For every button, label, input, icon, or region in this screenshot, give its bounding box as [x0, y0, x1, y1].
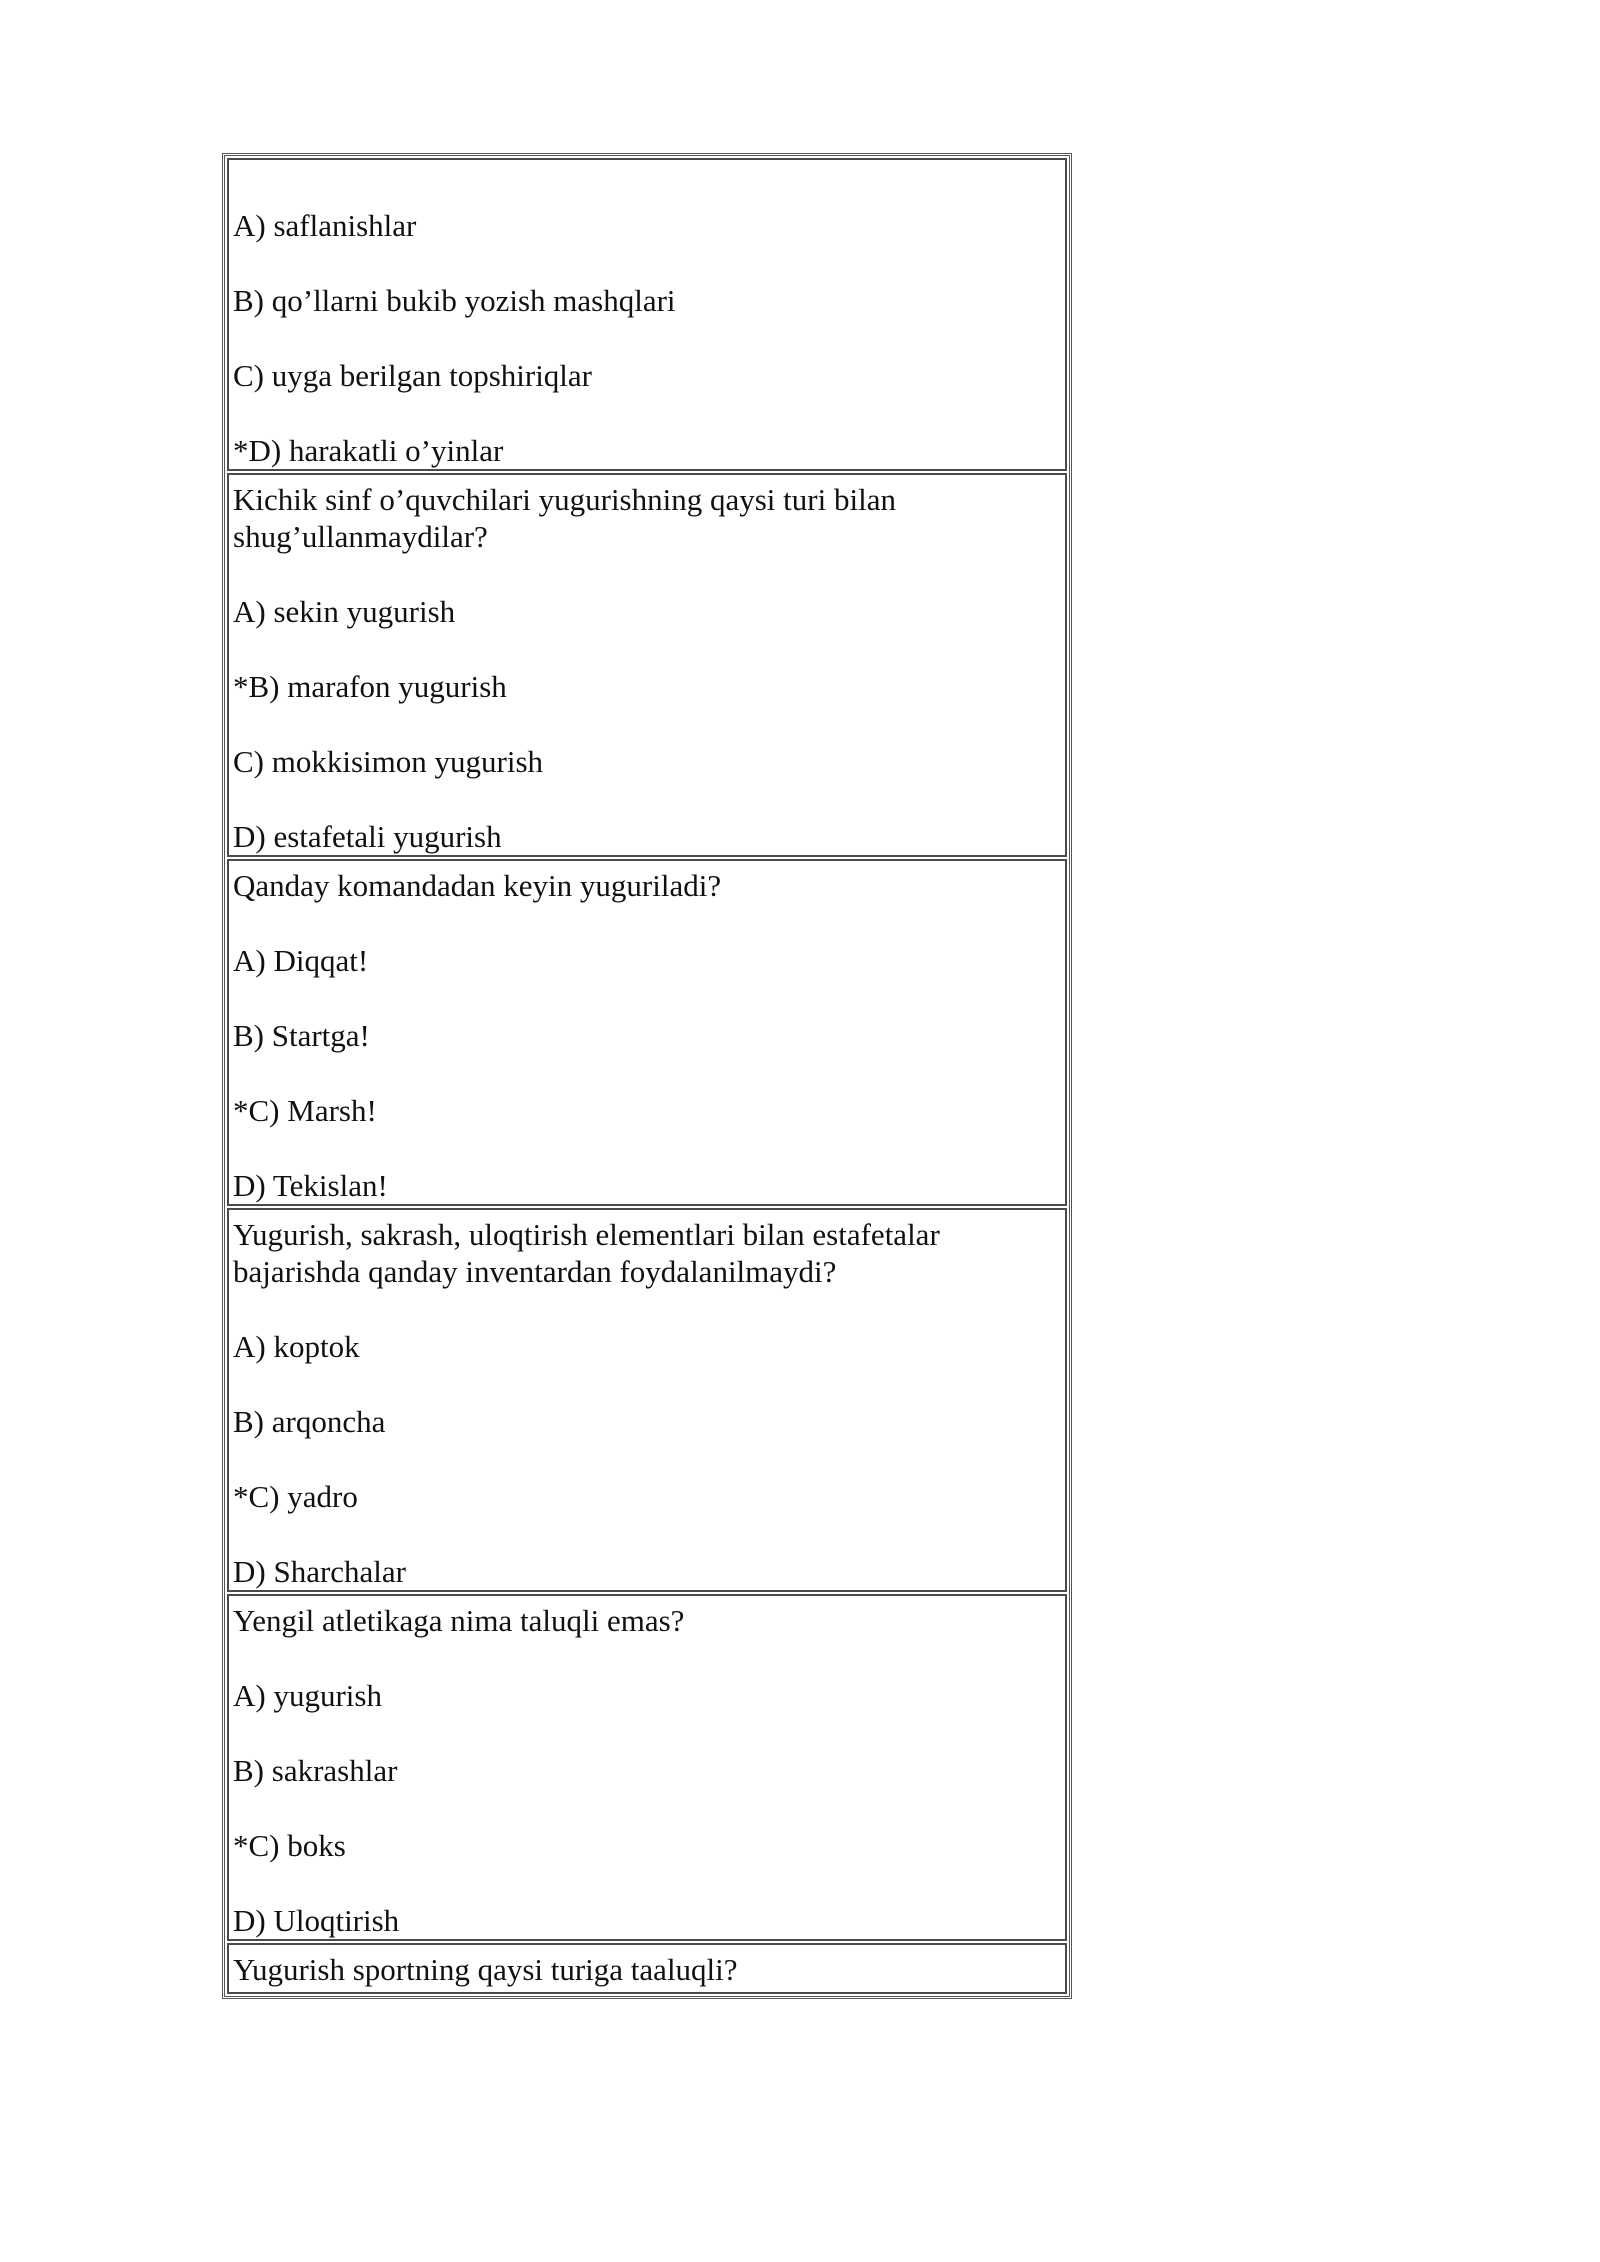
option-c: *C) yadro: [233, 1479, 358, 1514]
option-c: *C) Marsh!: [233, 1093, 377, 1128]
question-cell-3: [227, 859, 1067, 1206]
question-text: Kichik sinf o’quvchilari yugurishning qaysi turi bilan shug’ullanmaydilar?: [233, 482, 896, 554]
question-cell-5: [227, 1594, 1067, 1941]
quiz-table: [222, 153, 1072, 1999]
option-c: C) uyga berilgan topshiriqlar: [233, 358, 592, 393]
option-a: A) saflanishlar: [233, 208, 417, 243]
question-cell-2: [227, 473, 1067, 857]
question-text: Yugurish, sakrash, uloqtirish elementlari bilan estafetalar bajarishda qanday inventardan foydalanilmaydi?: [233, 1217, 940, 1289]
question-text: Yugurish sportning qaysi turiga taaluqli?: [233, 1952, 738, 1987]
option-a: A) Diqqat!: [233, 943, 369, 978]
option-a: A) koptok: [233, 1329, 360, 1364]
question-cell-1: [227, 158, 1067, 471]
option-b: B) Startga!: [233, 1018, 370, 1053]
option-a: A) yugurish: [233, 1678, 382, 1713]
option-d: *D) harakatli o’yinlar: [233, 433, 504, 468]
option-c: *C) boks: [233, 1828, 346, 1863]
option-d: D) Uloqtirish: [233, 1903, 400, 1938]
option-d: D) Sharchalar: [233, 1554, 406, 1589]
question-text: Qanday komandadan keyin yuguriladi?: [233, 868, 722, 903]
option-d: D) estafetali yugurish: [233, 819, 502, 854]
option-d: D) Tekislan!: [233, 1168, 388, 1203]
question-cell-4: [227, 1208, 1067, 1592]
option-b: B) arqoncha: [233, 1404, 386, 1439]
option-c: C) mokkisimon yugurish: [233, 744, 544, 779]
question-text: Yengil atletikaga nima taluqli emas?: [233, 1603, 685, 1638]
option-b: B) qo’llarni bukib yozish mashqlari: [233, 283, 676, 318]
question-cell-6: [227, 1943, 1067, 1994]
option-a: A) sekin yugurish: [233, 594, 456, 629]
option-b: *B) marafon yugurish: [233, 669, 507, 704]
option-b: B) sakrashlar: [233, 1753, 398, 1788]
